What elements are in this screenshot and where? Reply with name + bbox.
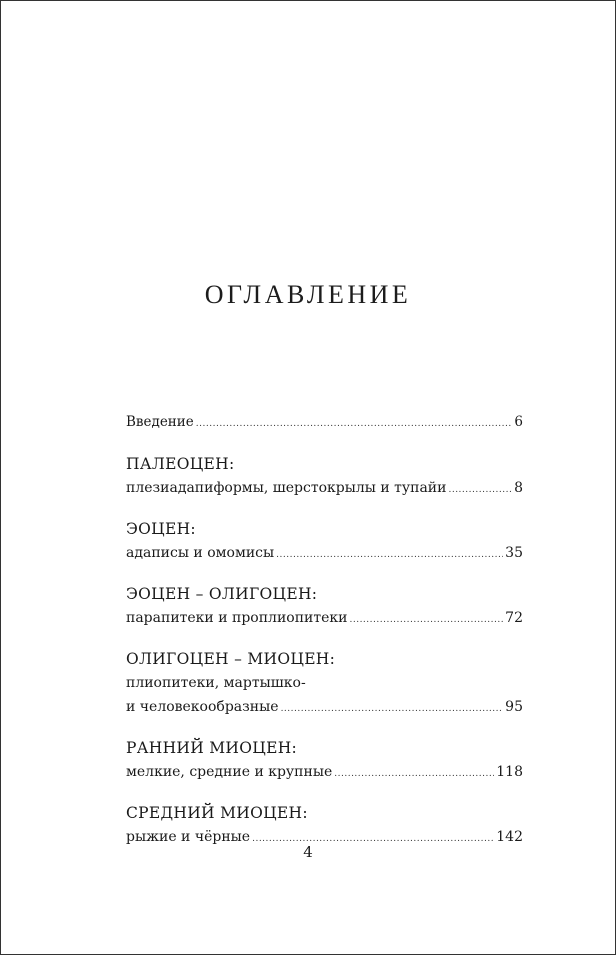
toc-section-oligocene-miocene[interactable] bbox=[126, 647, 523, 721]
toc-entry-label: плезиадапиформы, шерстокрылы и тупайи bbox=[126, 480, 447, 496]
toc-section-eocene-oligocene[interactable] bbox=[126, 582, 523, 632]
toc-entry-line bbox=[126, 606, 523, 632]
toc-section-heading: ЭОЦЕН – ОЛИГОЦЕН: bbox=[126, 585, 318, 603]
toc-page-number: 72 bbox=[505, 610, 523, 626]
toc-entry-introduction[interactable] bbox=[126, 410, 523, 436]
page-number: 4 bbox=[303, 843, 313, 861]
toc-page-number: 142 bbox=[496, 829, 523, 845]
toc-entry-label: мелкие, средние и крупные bbox=[126, 764, 333, 780]
toc-entry-line bbox=[126, 695, 523, 721]
dot-leader bbox=[334, 762, 494, 786]
dot-leader bbox=[349, 608, 503, 632]
toc-page-number: 118 bbox=[496, 764, 523, 780]
toc-entry-label: и человекообразные bbox=[126, 699, 279, 715]
table-of-contents bbox=[126, 410, 523, 866]
dot-leader bbox=[448, 478, 512, 502]
toc-entry-label: парапитеки и проплиопитеки bbox=[126, 610, 348, 626]
toc-entry-label: Введение bbox=[126, 414, 194, 430]
toc-entry-line bbox=[126, 541, 523, 567]
toc-section-heading: ЭОЦЕН: bbox=[126, 520, 196, 538]
toc-entry-line bbox=[126, 760, 523, 786]
toc-page-number: 35 bbox=[505, 545, 523, 561]
toc-section-eocene[interactable] bbox=[126, 517, 523, 567]
page-title: ОГЛАВЛЕНИЕ bbox=[204, 280, 412, 309]
toc-section-heading: РАННИЙ МИОЦЕН: bbox=[126, 739, 298, 757]
toc-section-paleocene[interactable] bbox=[126, 452, 523, 502]
toc-entry-label: адаписы и омомисы bbox=[126, 545, 275, 561]
toc-section-heading: СРЕДНИЙ МИОЦЕН: bbox=[126, 804, 308, 822]
toc-page-number: 6 bbox=[514, 414, 523, 430]
dot-leader bbox=[276, 543, 503, 567]
dot-leader bbox=[196, 412, 513, 436]
toc-section-heading: ПАЛЕОЦЕН: bbox=[126, 455, 235, 473]
toc-entry-line: плиопитеки, мартышко- bbox=[126, 675, 306, 691]
toc-section-heading: ОЛИГОЦЕН – МИОЦЕН: bbox=[126, 650, 336, 668]
dot-leader bbox=[281, 697, 504, 721]
toc-entry-line bbox=[126, 476, 523, 502]
toc-entry-label: рыжие и чёрные bbox=[126, 829, 251, 845]
toc-page-number: 8 bbox=[514, 480, 523, 496]
toc-section-early-miocene[interactable] bbox=[126, 736, 523, 786]
toc-page-number: 95 bbox=[505, 699, 523, 715]
